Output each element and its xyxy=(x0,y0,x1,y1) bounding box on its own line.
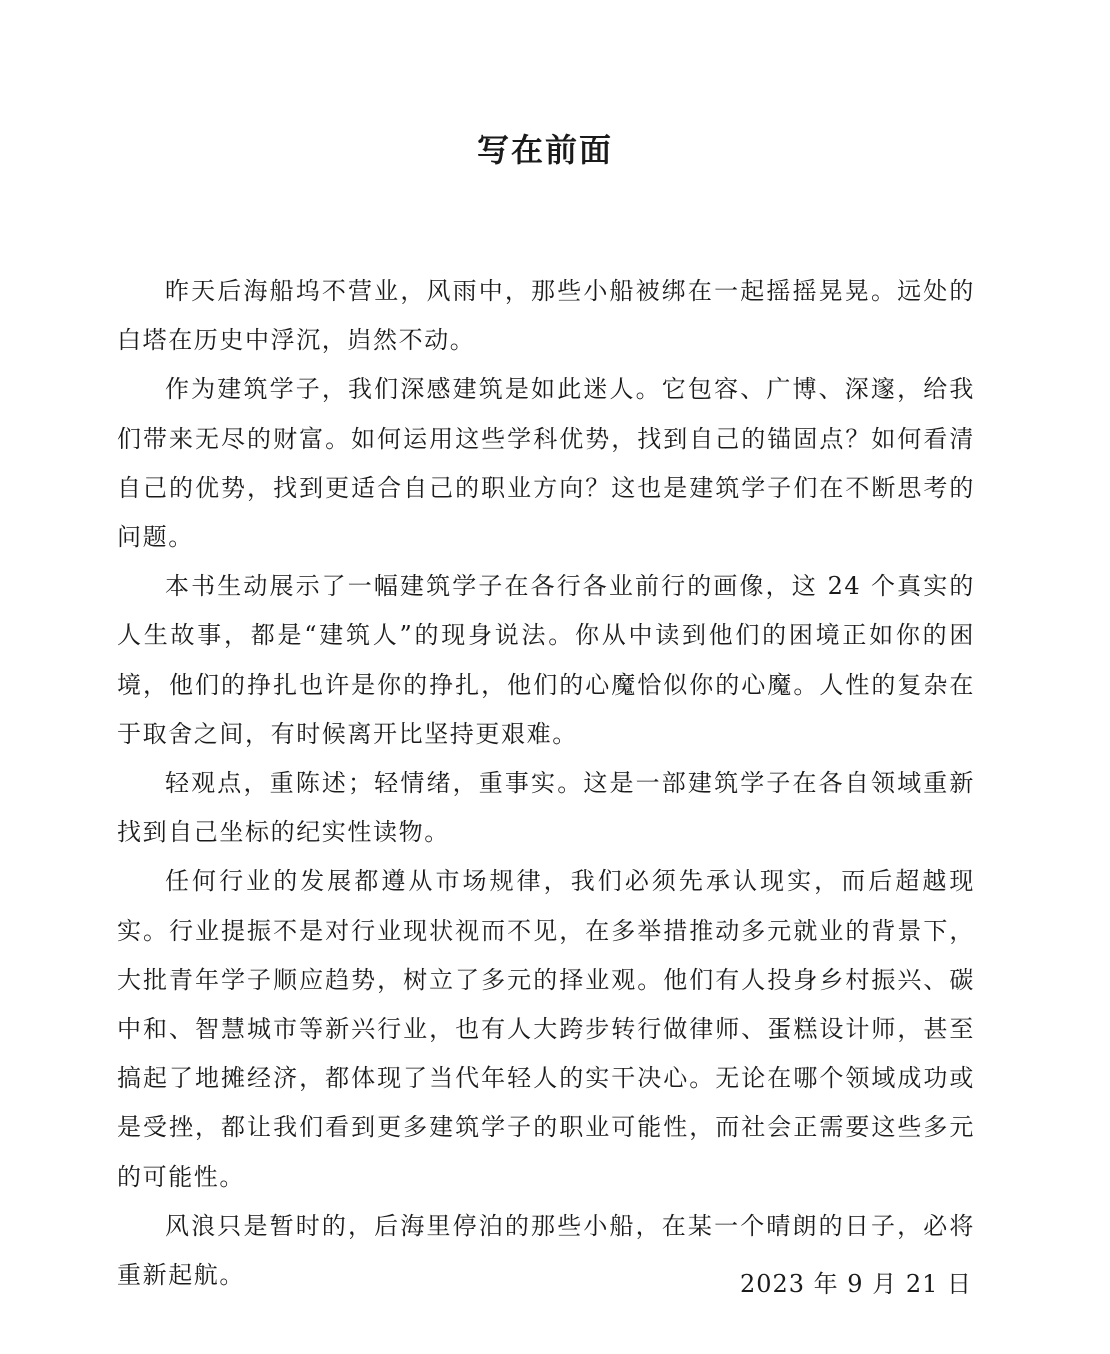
paragraph: 昨天后海船坞不营业，风雨中，那些小船被绑在一起摇摇晃晃。远处的白塔在历史中浮沉，岿然不动。 xyxy=(117,277,975,355)
paragraph: 轻观点，重陈述；轻情绪，重事实。这是一部建筑学子在各自领域重新找到自己坐标的纪实性读物。 xyxy=(117,769,975,847)
paragraph: 作为建筑学子，我们深感建筑是如此迷人。它包容、广博、深邃，给我们带来无尽的财富。如何运用这些学科优势，找到自己的锚固点？如何看清自己的优势，找到更适合自己的职业方向？这也是建筑学子们在不断思考的问题。 xyxy=(117,375,975,552)
paragraph: 任何行业的发展都遵从市场规律，我们必须先承认现实，而后超越现实。行业提振不是对行业现状视而不见，在多举措推动多元就业的背景下，大批青年学子顺应趋势，树立了多元的择业观。他们有人投身乡村振兴、碳中和、智慧城市等新兴行业，也有人大跨步转行做律师、蛋糕设计师，甚至搞起了地摊经济，都体现了当代年轻人的实干决心。无论在哪个领域成功或是受挫，都让我们看到更多建筑学子的职业可能性，而社会正需要这些多元的可能性。 xyxy=(117,867,975,1191)
body-text xyxy=(117,267,975,1300)
paragraph: 风浪只是暂时的，后海里停泊的那些小船，在某一个晴朗的日子，必将重新起航。 xyxy=(117,1211,975,1290)
paragraph: 本书生动展示了一幅建筑学子在各行各业前行的画像，这 24 个真实的人生故事，都是“建筑人”的现身说法。你从中读到他们的困境正如你的困境，他们的挣扎也许是你的挣扎，他们的心魔恰似你的心魔。人性的复杂在于取舍之间，有时候离开比坚持更艰难。 xyxy=(117,572,975,748)
signature-date: 2023 年 9 月 21 日 xyxy=(739,1270,972,1298)
page-title: 写在前面 xyxy=(476,131,613,169)
